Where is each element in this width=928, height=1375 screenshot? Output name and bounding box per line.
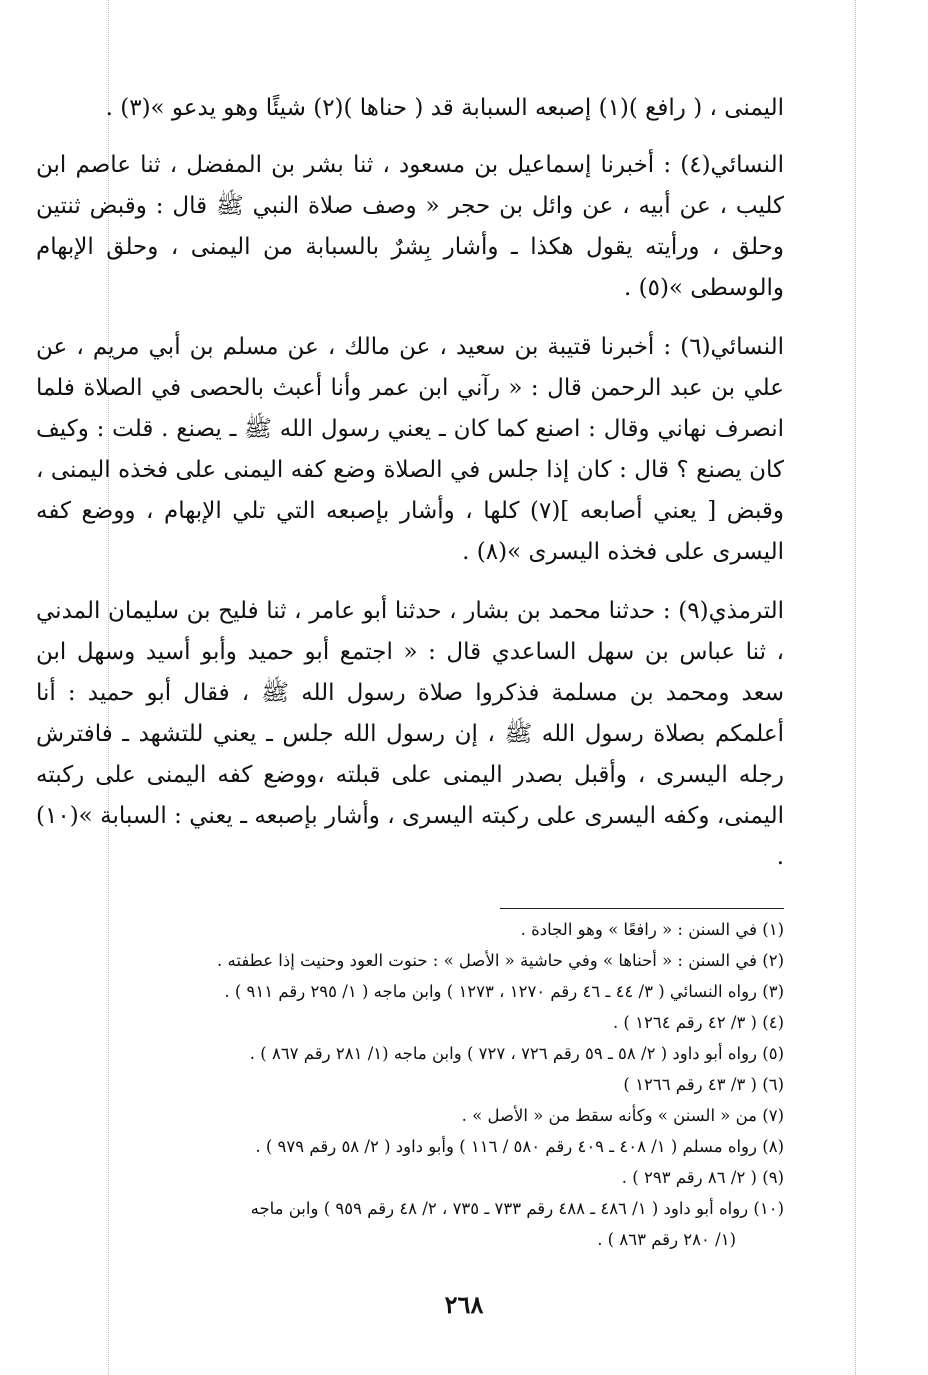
footnote-5: (٥) رواه أبو داود ( ٢/ ٥٨ ـ ٥٩ رقم ٧٢٦ ، ٧٢٧ ) وابن ماجه (١/ ٢٨١ رقم ٨٦٧ ) . bbox=[249, 1044, 784, 1063]
page-number: ٢٦٨ bbox=[444, 1290, 484, 1319]
footnote-9: (٩) ( ٢/ ٨٦ رقم ٢٩٣ ) . bbox=[621, 1168, 784, 1187]
paragraph-4: الترمذي(٩) : حدثنا محمد بن بشار ، حدثنا أبو عامر ، ثنا فليح بن سليمان المدني ، ثنا عباس بن سهل الساعدي قال : « اجتمع أبو حميد وأبو أسيد وسهل ابن سعد ومحمد بن مسلمة فذكروا صلاة رسول الله ﷺ ، فقال أبو حميد : أنا أعلمكم بصلاة رسول الله ﷺ ، إن رسول الله جلس ـ يعني للتشهد ـ فافترش رجله اليسرى ، وأقبل بصدر اليمنى على قبلته ،ووضع كفه اليمنى على ركبته اليمنى، وكفه اليسرى على ركبته اليسرى ، وأشار بإصبعه ـ يعني : السبابة »(١٠) . bbox=[36, 598, 784, 870]
paragraph-1: اليمنى ، ( رافع )(١) إصبعه السبابة قد ( حناها )(٢) شيئًا وهو يدعو »(٣) . bbox=[105, 95, 784, 121]
footnote-6: (٦) ( ٣/ ٤٣ رقم ١٢٦٦ ) bbox=[623, 1075, 784, 1094]
footnotes bbox=[36, 914, 784, 1255]
footnote-4: (٤) ( ٣/ ٤٢ رقم ١٢٦٤ ) . bbox=[612, 1013, 784, 1032]
footnote-2: (٢) في السنن : « أحناها » وفي حاشية « الأصل » : حنوت العود وحنيت إذا عطفته . bbox=[217, 951, 784, 970]
footnote-10-continuation: (١/ ٢٨٠ رقم ٨٦٣ ) . bbox=[597, 1230, 736, 1249]
margin-guide-right bbox=[855, 0, 856, 1375]
footnote-8: (٨) رواه مسلم ( ١/ ٤٠٨ ـ ٤٠٩ رقم ٥٨٠ / ١١٦ ) وأبو داود ( ٢/ ٥٨ رقم ٩٧٩ ) . bbox=[255, 1137, 784, 1156]
main-text bbox=[36, 88, 784, 896]
paragraph-3: النسائي(٦) : أخبرنا قتيبة بن سعيد ، عن مالك ، عن مسلم بن أبي مريم ، عن علي بن عبد الرحمن قال : « رآني ابن عمر وأنا أعبث بالحصى في الصلاة فلما انصرف نهاني وقال : اصنع كما كان ـ يعني رسول الله ﷺ ـ يصنع . قلت : وكيف كان يصنع ؟ قال : كان إذا جلس في الصلاة وضع كفه اليمنى على فخذه اليمنى ، وقبض [ يعني أصابعه ](٧) كلها ، وأشار بإصبعه التي تلي الإبهام ، ووضع كفه اليسرى على فخذه اليسرى »(٨) . bbox=[36, 334, 784, 565]
paragraph-2: النسائي(٤) : أخبرنا إسماعيل بن مسعود ، ثنا بشر بن المفضل ، ثنا عاصم ابن كليب ، عن أبيه ، عن وائل بن حجر « وصف صلاة النبي ﷺ قال : وقبض ثنتين وحلق ، ورأيته يقول هكذا ـ وأشار بِشرٌ بالسبابة من اليمنى ، وحلق الإبهام والوسطى »(٥) . bbox=[36, 152, 784, 301]
footnote-divider bbox=[500, 908, 784, 909]
footnote-7: (٧) من « السنن » وكأنه سقط من « الأصل » . bbox=[461, 1106, 784, 1125]
footnote-1: (١) في السنن : « رافعًا » وهو الجادة . bbox=[520, 920, 784, 939]
footnote-3: (٣) رواه النسائي ( ٣/ ٤٤ ـ ٤٦ رقم ١٢٧٠ ، ١٢٧٣ ) وابن ماجه ( ١/ ٢٩٥ رقم ٩١١ ) . bbox=[224, 982, 784, 1001]
footnote-10: (١٠) رواه أبو داود ( ١/ ٤٨٦ ـ ٤٨٨ رقم ٧٣٣ ـ ٧٣٥ ، ٢/ ٤٨ رقم ٩٥٩ ) وابن ماجه bbox=[250, 1199, 784, 1218]
